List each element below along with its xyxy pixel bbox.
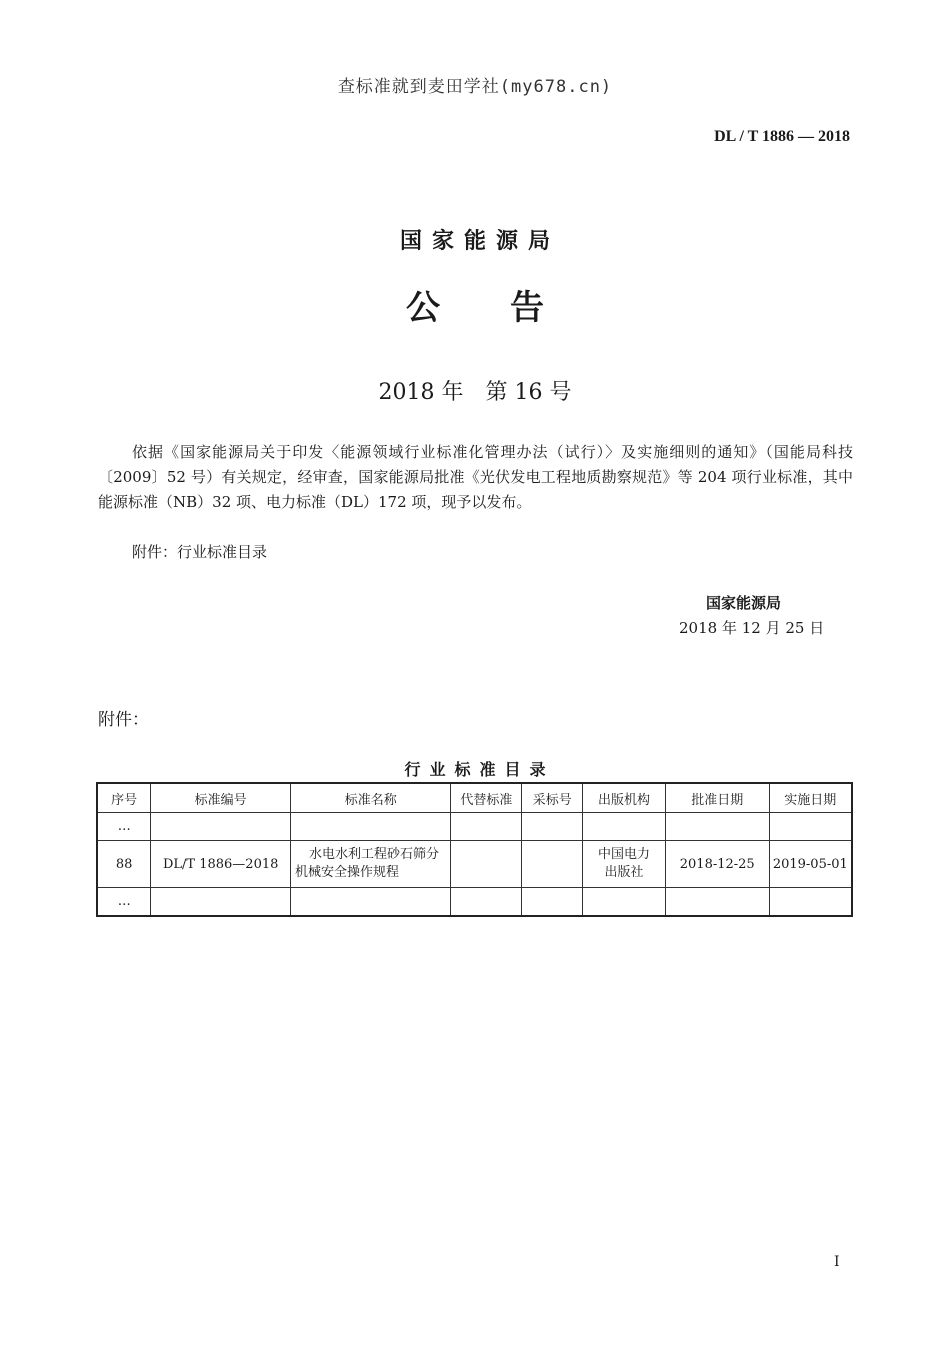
attachment-note: 附件：行业标准目录 xyxy=(132,543,268,561)
column-header-approved: 批准日期 xyxy=(665,783,769,813)
signature-date: 2018 年 12 月 25 日 xyxy=(679,619,825,637)
watermark-text: 查标准就到麦田学社(my678.cn) xyxy=(337,77,613,97)
cell-effective xyxy=(769,813,852,841)
cell-publisher-line-2: 出版社 xyxy=(604,865,644,880)
column-header-name: 标准名称 xyxy=(290,783,451,813)
cell-name xyxy=(290,888,451,917)
cell-no: 88 xyxy=(97,841,151,888)
column-header-code: 标准编号 xyxy=(151,783,291,813)
issuer-title: 国家能源局 xyxy=(399,229,560,254)
cell-name-line-1: 水电水利工程砂石筛分 xyxy=(308,847,439,862)
signature-organization: 国家能源局 xyxy=(706,594,782,612)
cell-publisher xyxy=(583,813,666,841)
cell-adopted xyxy=(522,813,583,841)
standards-catalog-table xyxy=(96,782,853,917)
column-header-effective: 实施日期 xyxy=(769,783,852,813)
column-header-replaces: 代替标准 xyxy=(451,783,522,813)
page-number: I xyxy=(834,1254,840,1270)
column-header-publisher: 出版机构 xyxy=(583,783,666,813)
cell-publisher xyxy=(583,888,666,917)
cell-code xyxy=(151,888,291,917)
document-number: 2018 年 第 16 号 xyxy=(378,380,572,405)
cell-code: DL/T 1886—2018 xyxy=(151,841,291,888)
cell-adopted xyxy=(522,841,583,888)
cell-approved xyxy=(665,813,769,841)
cell-no: … xyxy=(97,813,151,841)
cell-name-line-2: 机械安全操作规程 xyxy=(294,865,399,880)
document-type: 公告 xyxy=(406,288,614,328)
standard-code: DL / T 1886 — 2018 xyxy=(714,128,850,145)
attachment-heading: 附件： xyxy=(98,710,149,730)
cell-name xyxy=(290,813,451,841)
cell-approved xyxy=(665,888,769,917)
table-header-row xyxy=(97,783,852,813)
cell-effective xyxy=(769,888,852,917)
cell-replaces xyxy=(451,841,522,888)
cell-replaces xyxy=(451,888,522,917)
column-header-adopted: 采标号 xyxy=(522,783,583,813)
cell-replaces xyxy=(451,813,522,841)
table-row xyxy=(97,888,852,917)
cell-name xyxy=(290,841,451,888)
cell-publisher xyxy=(583,841,666,888)
table-title: 行业标准目录 xyxy=(404,760,555,779)
cell-adopted xyxy=(522,888,583,917)
cell-effective: 2019-05-01 xyxy=(769,841,852,888)
cell-approved: 2018-12-25 xyxy=(665,841,769,888)
table-row xyxy=(97,841,852,888)
cell-publisher-line-1: 中国电力 xyxy=(597,847,650,862)
cell-code xyxy=(151,813,291,841)
announcement-body: 依据《国家能源局关于印发〈能源领域行业标准化管理办法（试行）〉及实施细则的通知》（国能局科技〔2009〕52 号）有关规定，经审查，国家能源局批准《光伏发电工程地质勘察规范》等 204 项行业标准，其中能源标准（NB）32 项、电力标准（DL）172 项，现予以发布。 xyxy=(98,443,853,511)
column-header-no: 序号 xyxy=(97,783,151,813)
table-row xyxy=(97,813,852,841)
cell-no: … xyxy=(97,888,151,917)
